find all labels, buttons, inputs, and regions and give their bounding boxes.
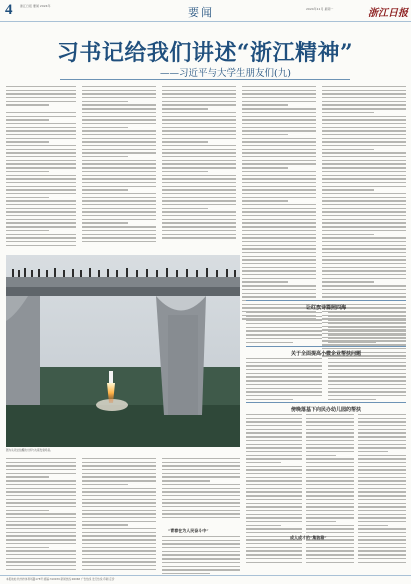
pull-quote-1: “青春在为人民奋斗中” — [168, 528, 209, 533]
masthead — [0, 0, 411, 22]
brief-3-column-1 — [246, 414, 302, 565]
brief-1-column-2 — [328, 312, 406, 345]
article-column-2 — [82, 86, 156, 245]
page-footer: 本报地址:杭州市体育场路178号 邮编:310039 新闻热线:96068 广告热线 发行热线 印刷 定价 — [0, 575, 411, 584]
headline-rule — [60, 79, 350, 80]
brief-title-1: 让红旗诗篇照四海 — [305, 305, 346, 311]
masthead-info: 浙江日报 要闻 2024年 — [20, 4, 51, 8]
article-column-1 — [6, 86, 76, 248]
news-photo — [6, 255, 240, 447]
article-column-8b — [162, 536, 240, 577]
brief-3-column-3 — [358, 414, 406, 565]
brief-title-3: 傍晚落基下向民办幼儿园的帮扶 — [290, 407, 361, 413]
brief-2-column-1 — [246, 358, 322, 402]
article-column-7 — [82, 458, 156, 572]
main-subheadline: ——习近平与大学生朋友们(九) — [160, 68, 291, 79]
brief-1-column-1 — [246, 312, 322, 345]
masthead-date: 2024年11月 星期一 — [306, 7, 334, 11]
photo-caption: 图为从远处拍摄的大桥与火箭发射场景。 — [6, 449, 53, 452]
article-column-3 — [162, 86, 236, 241]
article-column-4 — [242, 86, 316, 322]
newspaper-logo: 浙江日报 — [368, 8, 408, 19]
section-divider-1 — [246, 300, 406, 301]
section-divider-2 — [246, 346, 406, 347]
brief-3-column-2 — [306, 414, 354, 565]
bridge-rocket-photo — [6, 255, 240, 447]
pull-quote-2: 成人成才的“集装箱” — [290, 535, 327, 540]
section-title: 要闻 — [188, 6, 214, 19]
brief-2-column-2 — [328, 358, 406, 402]
main-headline: 习书记给我们讲述“浙江精神” — [56, 40, 354, 66]
section-divider-3 — [246, 402, 406, 403]
article-column-8 — [162, 458, 240, 521]
brief-title-2: 关于全面提高小微企业帮扶问题 — [290, 351, 361, 357]
page-number: 4 — [5, 2, 13, 18]
article-column-6 — [6, 458, 76, 572]
